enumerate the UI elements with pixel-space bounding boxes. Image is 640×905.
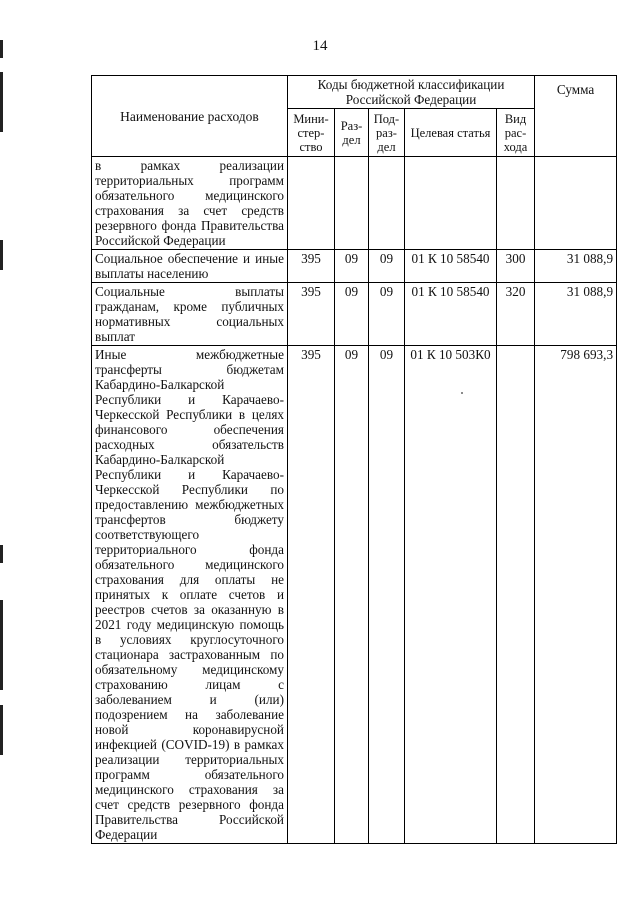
header-expense-type: Вид рас-хода	[497, 109, 535, 157]
header-sum: Сумма	[535, 76, 617, 157]
left-margin-mark	[0, 600, 3, 690]
row-target: 01 К 10 503К0	[405, 346, 497, 844]
row-sum	[535, 157, 617, 250]
header-name: Наименование расходов	[92, 76, 288, 157]
header-target: Целевая статья	[405, 109, 497, 157]
row-subsection: 09	[369, 250, 405, 283]
header-ministry: Мини-стер-ство	[288, 109, 335, 157]
row-ministry	[288, 157, 335, 250]
row-expense-type: 300	[497, 250, 535, 283]
row-target: 01 К 10 58540	[405, 283, 497, 346]
row-name: Иные межбюджетные трансферты бюджетам Кабардино-Балкарской Республики и Карачаево-Черкесской Республики в целях финансового обеспечения расходных обязательств Кабардино-Балкарской Республики и Карачаево-Черкесской Республики по предоставлению межбюджетных трансфертов бюджету соответствующего территориального фонда обязательного медицинского страхования для оплаты не принятых к оплате счетов и реестров счетов за оказанную в 2021 году медицинскую помощь в условиях круглосуточного стационара застрахованным по обязательному медицинскому страхованию лицам с заболеванием и (или) подозрением на заболевание новой коронавирусной инфекцией (COVID-19) в рамках реализации территориальных программ обязательного медицинского страхования за счет средств резервного фонда Правительства Российской Федерации	[92, 346, 288, 844]
header-codes-group: Коды бюджетной классификации Российской Федерации	[288, 76, 535, 109]
row-section	[335, 157, 369, 250]
row-ministry: 395	[288, 250, 335, 283]
page-number: 14	[312, 38, 328, 54]
row-ministry: 395	[288, 346, 335, 844]
row-expense-type	[497, 157, 535, 250]
table-row	[92, 250, 617, 283]
left-margin-mark	[0, 545, 3, 563]
budget-table	[91, 75, 617, 844]
table-row	[92, 283, 617, 346]
table-row	[92, 157, 617, 250]
row-section: 09	[335, 250, 369, 283]
row-expense-type: 320	[497, 283, 535, 346]
row-section: 09	[335, 346, 369, 844]
row-section: 09	[335, 283, 369, 346]
header-row	[92, 76, 617, 109]
row-subsection: 09	[369, 283, 405, 346]
header-section: Раз-дел	[335, 109, 369, 157]
row-target: 01 К 10 58540	[405, 250, 497, 283]
scan-dot	[461, 392, 463, 394]
row-expense-type	[497, 346, 535, 844]
left-margin-mark	[0, 72, 3, 132]
row-subsection	[369, 157, 405, 250]
row-name: Социальные выплаты гражданам, кроме публичных нормативных социальных выплат	[92, 283, 288, 346]
row-sum: 31 088,9	[535, 283, 617, 346]
row-ministry: 395	[288, 283, 335, 346]
row-target	[405, 157, 497, 250]
left-margin-mark	[0, 240, 3, 270]
row-sum: 31 088,9	[535, 250, 617, 283]
row-name: Социальное обеспечение и иные выплаты населению	[92, 250, 288, 283]
table-row	[92, 346, 617, 844]
row-subsection: 09	[369, 346, 405, 844]
row-sum: 798 693,3	[535, 346, 617, 844]
row-name: в рамках реализации территориальных программ обязательного медицинского страхования за счет средств резервного фонда Правительства Российской Федерации	[92, 157, 288, 250]
left-margin-mark	[0, 705, 3, 755]
header-subsection: Под-раз-дел	[369, 109, 405, 157]
